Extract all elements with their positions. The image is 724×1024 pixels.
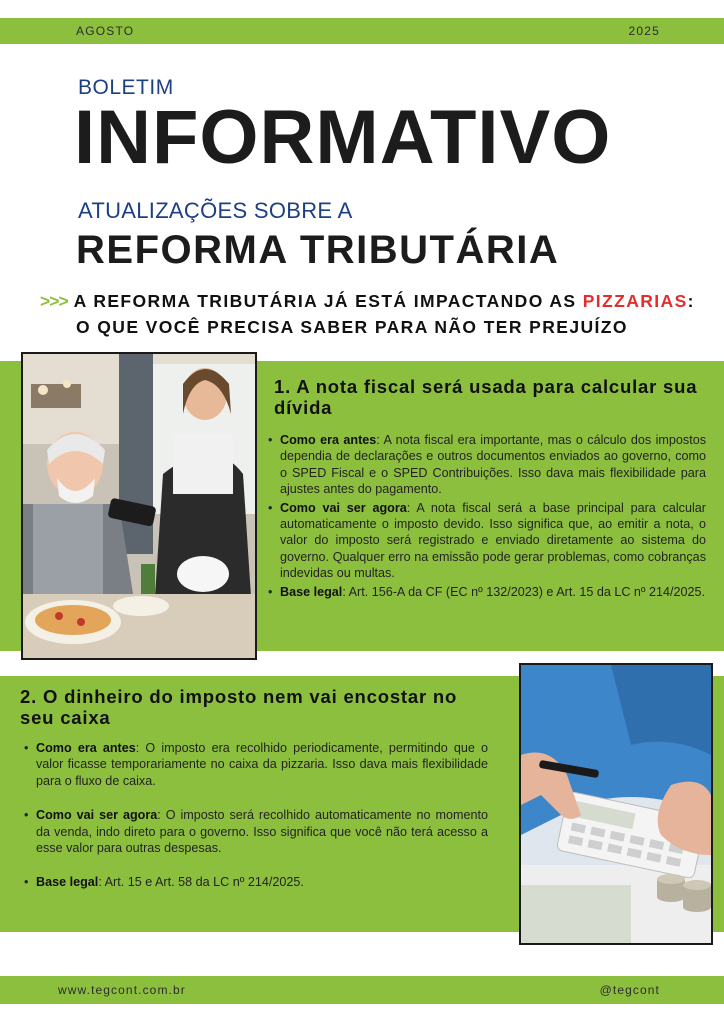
- section2-title: 2. O dinheiro do imposto nem vai encostar no seu caixa: [20, 686, 458, 728]
- footer-bar: [0, 976, 724, 1004]
- item-text: : O imposto será recolhido automaticamente no momento da venda, indo direto para o governo. Isso significa que você não terá acesso a esse valor para outras despesas.: [36, 808, 488, 856]
- list-item: [22, 740, 488, 789]
- item-label: Como vai ser agora: [280, 500, 407, 515]
- social-handle[interactable]: @tegcont: [599, 983, 660, 997]
- headline-part2: :: [687, 291, 695, 311]
- list-item: [266, 432, 706, 498]
- headline-highlight: PIZZARIAS: [582, 291, 688, 311]
- headline-line2: O QUE VOCÊ PRECISA SABER PARA NÃO TER PREJUÍZO: [76, 317, 628, 337]
- item-label: Base legal: [280, 584, 343, 599]
- top-bar: [0, 18, 724, 44]
- arrows-icon: >>>: [40, 291, 68, 311]
- item-label: Como vai ser agora: [36, 808, 158, 823]
- title-boletim: BOLETIM: [78, 76, 174, 99]
- headline-part1: A REFORMA TRIBUTÁRIA JÁ ESTÁ IMPACTANDO AS: [73, 291, 583, 311]
- headline: [40, 288, 724, 340]
- list-item: [22, 807, 488, 856]
- month-label: AGOSTO: [76, 24, 135, 38]
- item-text: : A nota fiscal era importante, mas o cálculo dos impostos dependia de declarações e outros documentos enviados ao governo, como o SPED Fiscal e o SPED Contribuições. Isso dava mais flexibilidade para ajustes antes do pagamento.: [280, 433, 706, 497]
- section1-list: [266, 432, 706, 602]
- year-label: 2025: [628, 24, 660, 38]
- list-item: [266, 584, 706, 600]
- subtitle-updates: ATUALIZAÇÕES SOBRE A: [78, 198, 353, 223]
- item-text: : O imposto era recolhido periodicamente, permitindo que o valor ficasse temporariamente no caixa da pizzaria. Isso dava mais flexibilidade para o fluxo de caixa.: [36, 741, 488, 788]
- item-text: : A nota fiscal será a base principal para calcular automaticamente o imposto devido. Isso significa que, ao emitir a nota, o valor do imposto será registrado e enviado diretamente ao sistema do governo. Qualquer erro na emissão pode gerar problemas, como cobranças indevidas ou multas.: [280, 500, 706, 581]
- subtitle-reforma: REFORMA TRIBUTÁRIA: [76, 228, 560, 272]
- item-label: Como era antes: [280, 433, 377, 447]
- item-label: Base legal: [36, 875, 99, 890]
- title-informativo: INFORMATIVO: [74, 95, 612, 180]
- website-link[interactable]: www.tegcont.com.br: [58, 983, 186, 997]
- list-item: [22, 874, 488, 890]
- item-label: Como era antes: [36, 741, 136, 755]
- item-text: : Art. 156-A da CF (EC nº 132/2023) e Art. 15 da LC nº 214/2025.: [342, 584, 706, 599]
- restaurant-photo: [21, 352, 257, 660]
- item-text: : Art. 15 e Art. 58 da LC nº 214/2025.: [98, 875, 304, 890]
- calculator-photo: [519, 663, 713, 945]
- section1-title: 1. A nota fiscal será usada para calcular sua dívida: [274, 376, 698, 418]
- list-item: [266, 500, 706, 582]
- section2-list: [22, 740, 488, 909]
